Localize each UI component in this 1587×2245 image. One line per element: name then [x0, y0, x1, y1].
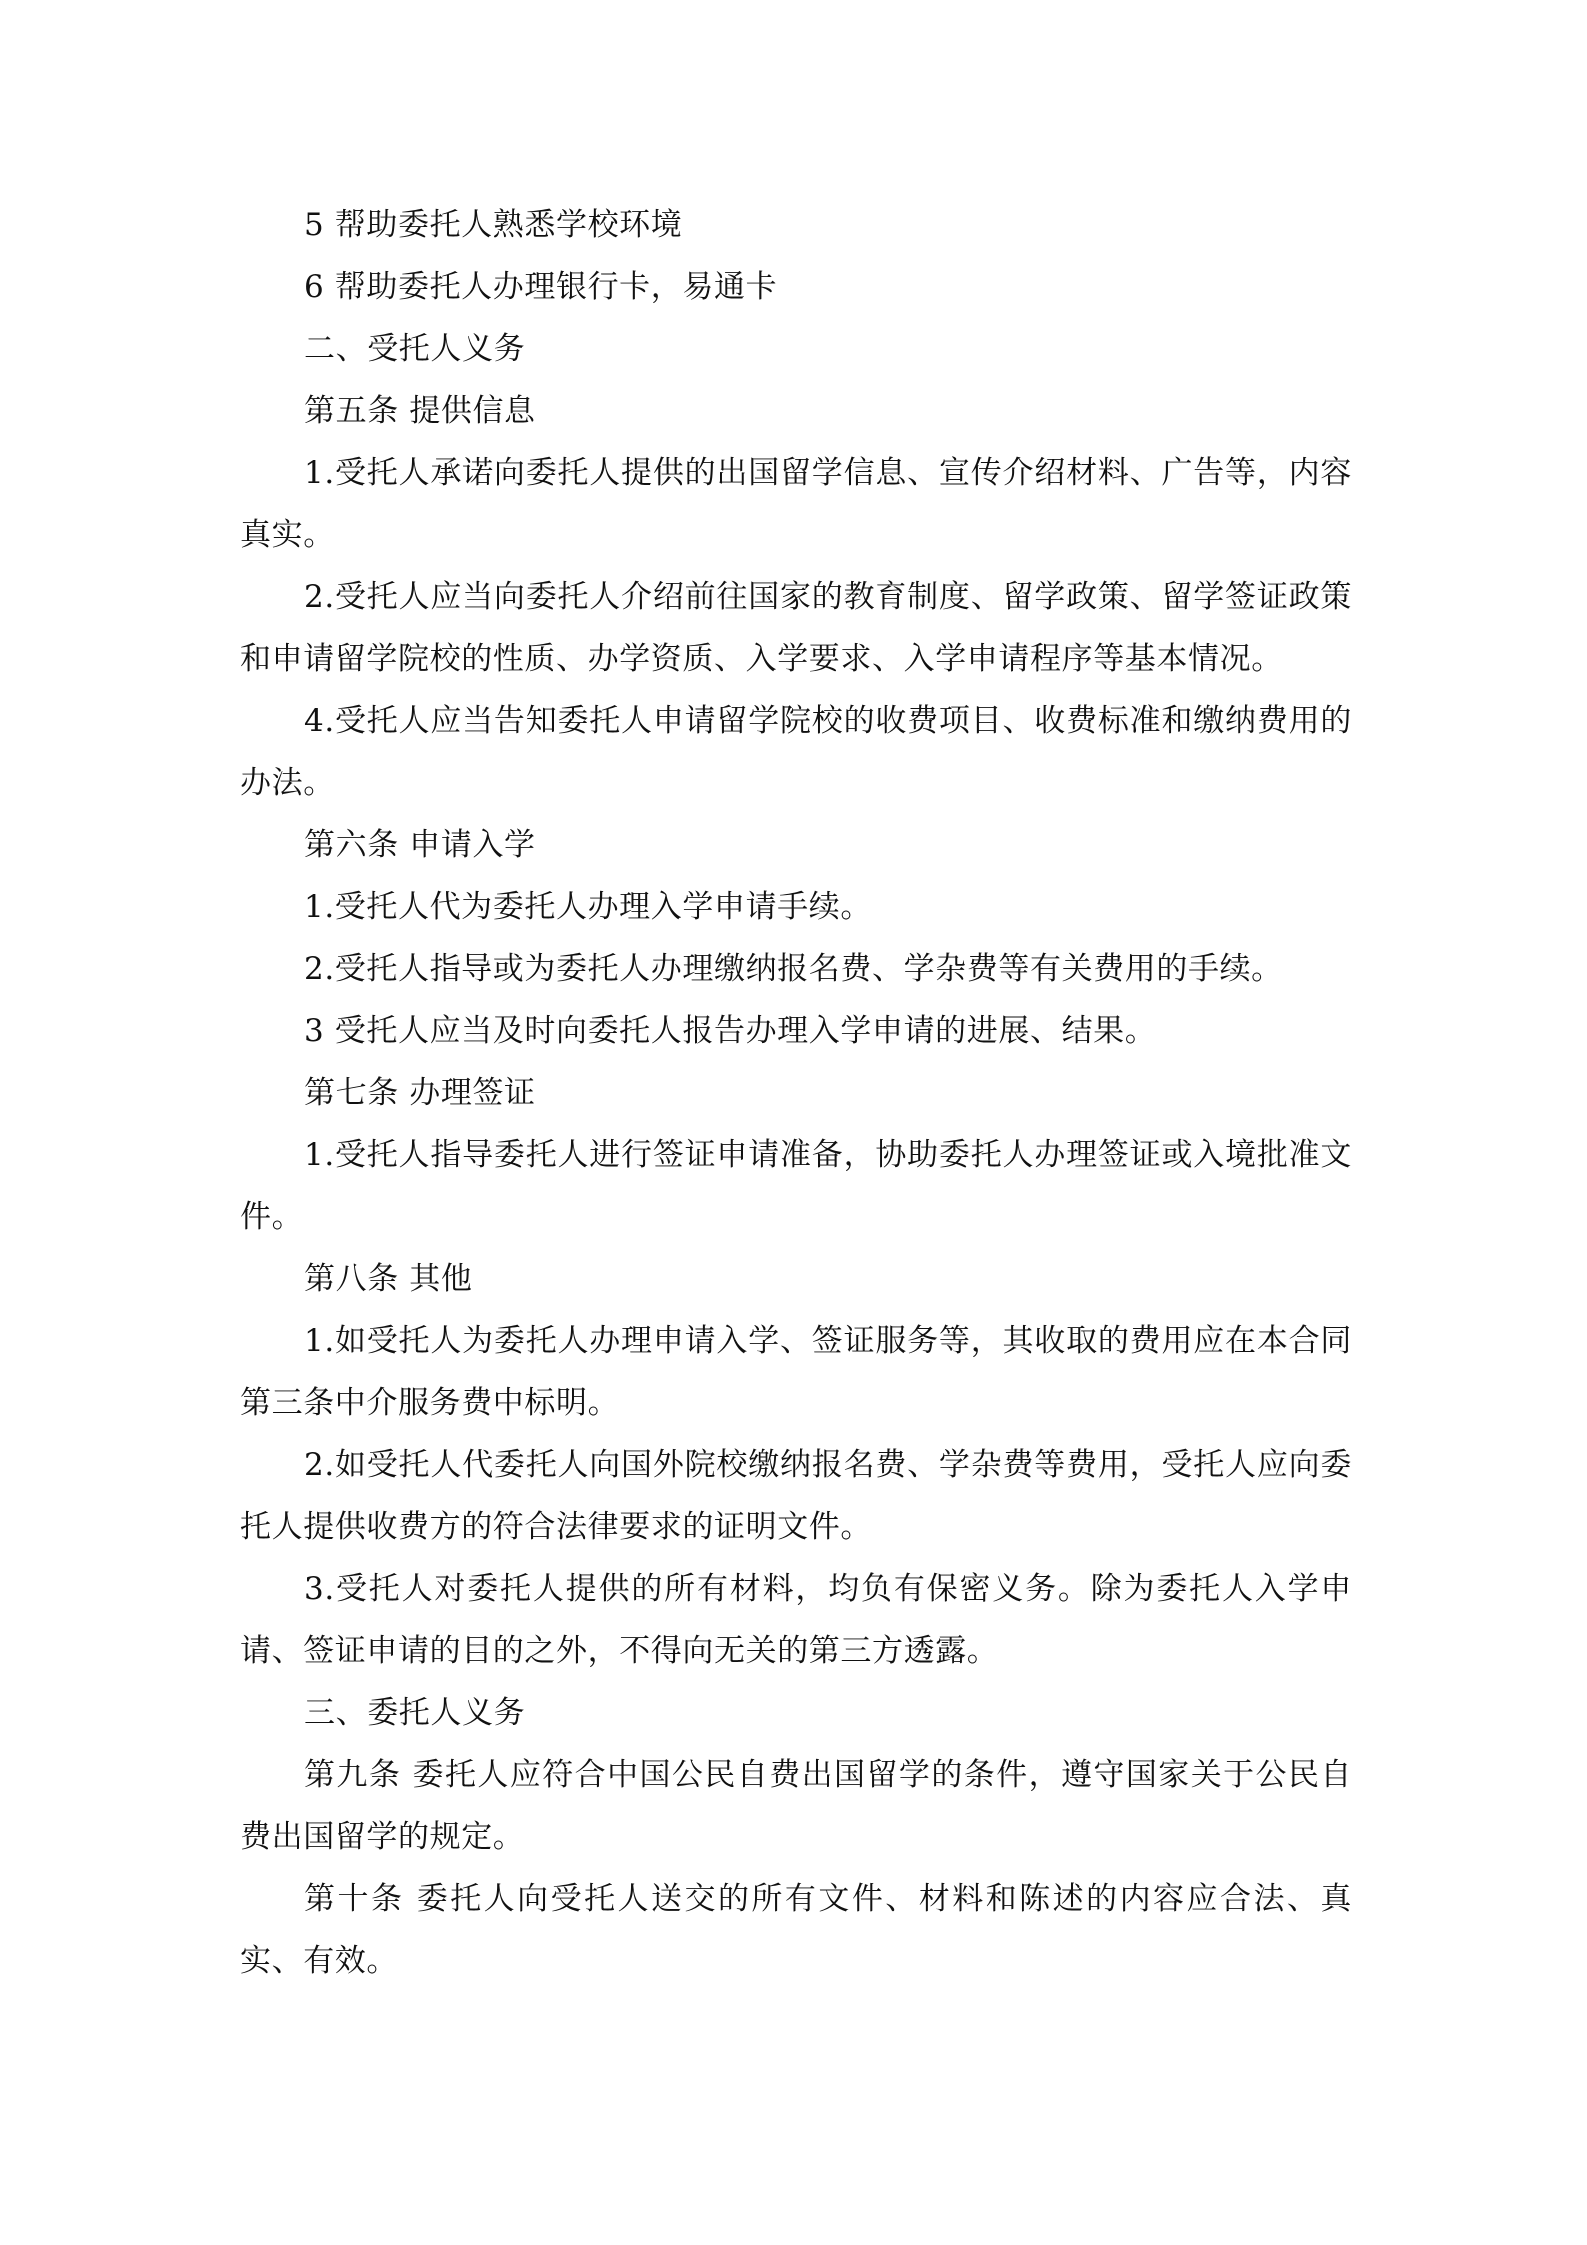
article-10: 第十条 委托人向受托人送交的所有文件、材料和陈述的内容应合法、真实、有效。	[240, 1881, 1352, 1979]
article-6-heading: 第六条 申请入学	[304, 827, 536, 863]
article-5-heading: 第五条 提供信息	[304, 393, 536, 429]
article-7-clause-1: 1.受托人指导委托人进行签证申请准备，协助委托人办理签证或入境批准文件。	[240, 1137, 1352, 1235]
article-8-heading: 第八条 其他	[304, 1261, 473, 1297]
section-heading-client-obligations: 三、委托人义务	[304, 1695, 526, 1731]
article-9: 第九条 委托人应符合中国公民自费出国留学的条件，遵守国家关于公民自费出国留学的规定。	[240, 1757, 1352, 1855]
article-8-clause-1: 1.如受托人为委托人办理申请入学、签证服务等，其收取的费用应在本合同第三条中介服务费中标明。	[240, 1323, 1352, 1421]
article-6-clause-1: 1.受托人代为委托人办理入学申请手续。	[304, 889, 872, 925]
document-page	[240, 194, 1352, 1992]
article-8-clause-2: 2.如受托人代委托人向国外院校缴纳报名费、学杂费等费用，受托人应向委托人提供收费方的符合法律要求的证明文件。	[240, 1447, 1352, 1545]
article-5-clause-1: 1.受托人承诺向委托人提供的出国留学信息、宣传介绍材料、广告等，内容真实。	[240, 455, 1352, 553]
item-6-bank-card: 6 帮助委托人办理银行卡，易通卡	[304, 269, 778, 305]
article-5-clause-2: 2.受托人应当向委托人介绍前往国家的教育制度、留学政策、留学签证政策和申请留学院校的性质、办学资质、入学要求、入学申请程序等基本情况。	[240, 579, 1352, 677]
article-8-clause-3: 3.受托人对委托人提供的所有材料，均负有保密义务。除为委托人入学申请、签证申请的目的之外，不得向无关的第三方透露。	[240, 1571, 1352, 1669]
article-7-heading: 第七条 办理签证	[304, 1075, 536, 1111]
article-5-clause-4: 4.受托人应当告知委托人申请留学院校的收费项目、收费标准和缴纳费用的办法。	[240, 703, 1352, 801]
article-6-clause-3: 3 受托人应当及时向委托人报告办理入学申请的进展、结果。	[304, 1013, 1157, 1049]
article-6-clause-2: 2.受托人指导或为委托人办理缴纳报名费、学杂费等有关费用的手续。	[304, 951, 1283, 987]
item-5-familiarize-campus: 5 帮助委托人熟悉学校环境	[304, 207, 683, 243]
section-heading-trustee-obligations: 二、受托人义务	[304, 331, 526, 367]
